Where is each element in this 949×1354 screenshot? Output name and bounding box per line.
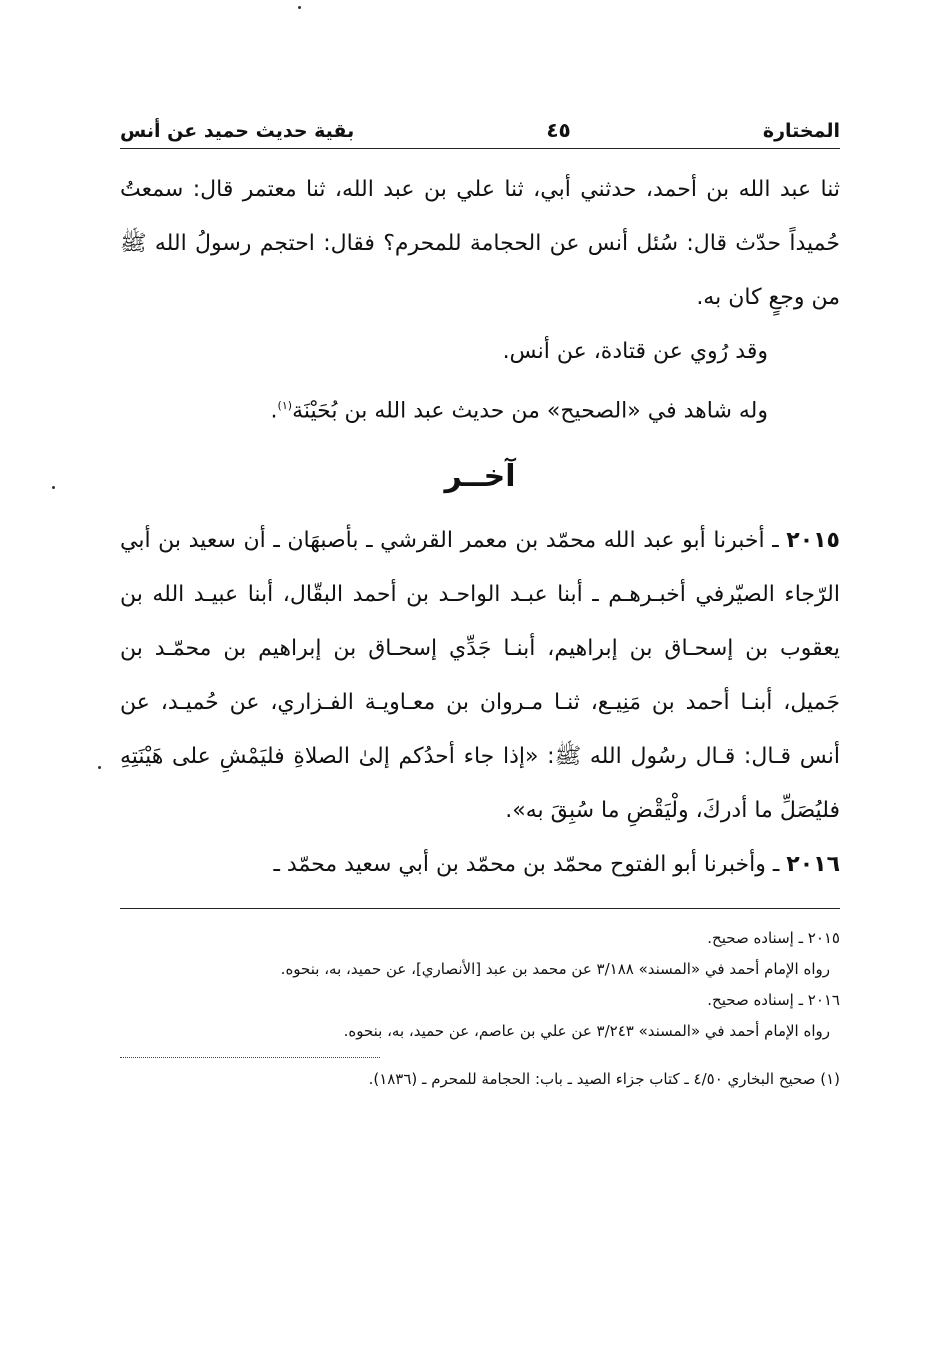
hadith-number: ٢٠١٥ xyxy=(786,528,840,554)
hadith-2016 xyxy=(120,838,840,892)
book-page xyxy=(120,118,840,1094)
scan-speck xyxy=(298,6,301,9)
footnote: (١) صحيح البخاري ٤/٥٠ ـ كتاب جزاء الصيد ـ باب: الحجامة للمحرم ـ (١٨٣٦). xyxy=(368,1070,840,1089)
intro-paragraph-3 xyxy=(120,379,840,438)
hadith-2015-paragraph xyxy=(120,514,840,838)
intro-paragraph-2: وقد رُوي عن قتادة، عن أنس. xyxy=(502,339,768,364)
footnote-marker: (١) xyxy=(277,399,293,412)
note-grade: ـ إسناده صحيح. xyxy=(707,929,803,948)
note-heading xyxy=(120,985,840,1016)
section-title: آخــر xyxy=(444,459,516,495)
hadith-text: ـ وأخبرنا أبو الفتوح محمّد بن محمّد بن أبي سعيد محمّد ـ xyxy=(273,852,780,878)
footnote-divider xyxy=(120,1057,380,1058)
intro-paragraph-3-end: . xyxy=(270,398,278,424)
intro-paragraph-1: ثنا عبد الله بن أحمد، حدثني أبي، ثنا علي بن عبد الله، ثنا معتمر قال: سمعتُ حُميداً حدّث قال: سُئل أنس عن الحجامة للمحرم؟ فقال: احتجم رسولُ الله ﷺ من وجعٍ كان به. xyxy=(120,177,840,310)
note-number: ٢٠١٦ xyxy=(807,991,840,1010)
page-number: ٤٥ xyxy=(546,118,571,142)
scan-speck xyxy=(98,766,101,769)
hadith-text: ـ أخبرنا أبو عبد الله محمّد بن معمر القرشي ـ بأصبهَان ـ أن سعيد بن أبي الرّجاء الصيّرفي أخبـرهـم ـ أبنا عبـد الواحـد بن أحمد البقّال، أبنا عبيـد الله بن يعقوب بن إسحـاق بن إبراهيم، أبنـا جَدِّي إسحـاق بن إبراهيم بن محمّـد بن جَميل، أبنـا أحمد بن مَنِيـع، ثنـا مـروان بن معـاويـة الفـزاري، عن حُميـد، عن أنس قـال: قـال رسُول الله ﷺ: «إذا جاء أحدُكم إلىٰ الصلاةِ فليَمْشِ على هَيْنَتِهِ فليُصَلِّ ما أدركَ، ولْيَقْضِ ما سُبِقَ به». xyxy=(120,528,840,824)
intro-paragraph-3-text: وله شاهد في «الصحيح» من حديث عبد الله بن بُحَيْنَة xyxy=(292,398,768,424)
note-number: ٢٠١٥ xyxy=(807,929,840,948)
hadith-2016-paragraph xyxy=(120,838,840,892)
note-heading xyxy=(120,923,840,954)
note-grade: ـ إسناده صحيح. xyxy=(707,991,803,1010)
hadith-number: ٢٠١٦ xyxy=(786,852,840,878)
header-book-title: المختارة xyxy=(762,120,840,142)
intro-text xyxy=(120,163,840,438)
scan-speck xyxy=(52,486,55,489)
takhrij-notes xyxy=(120,908,840,1047)
header-chapter-title: بقية حديث حميد عن أنس xyxy=(120,120,355,142)
hadith-2015 xyxy=(120,514,840,838)
note-body: رواه الإمام أحمد في «المسند» ٣/٢٤٣ عن علي بن عاصم، عن حميد، به، بنحوه. xyxy=(343,1022,830,1041)
note-body: رواه الإمام أحمد في «المسند» ٣/١٨٨ عن محمد بن عبد [الأنصاري]، عن حميد، به، بنحوه. xyxy=(280,960,830,979)
running-header xyxy=(120,118,840,149)
